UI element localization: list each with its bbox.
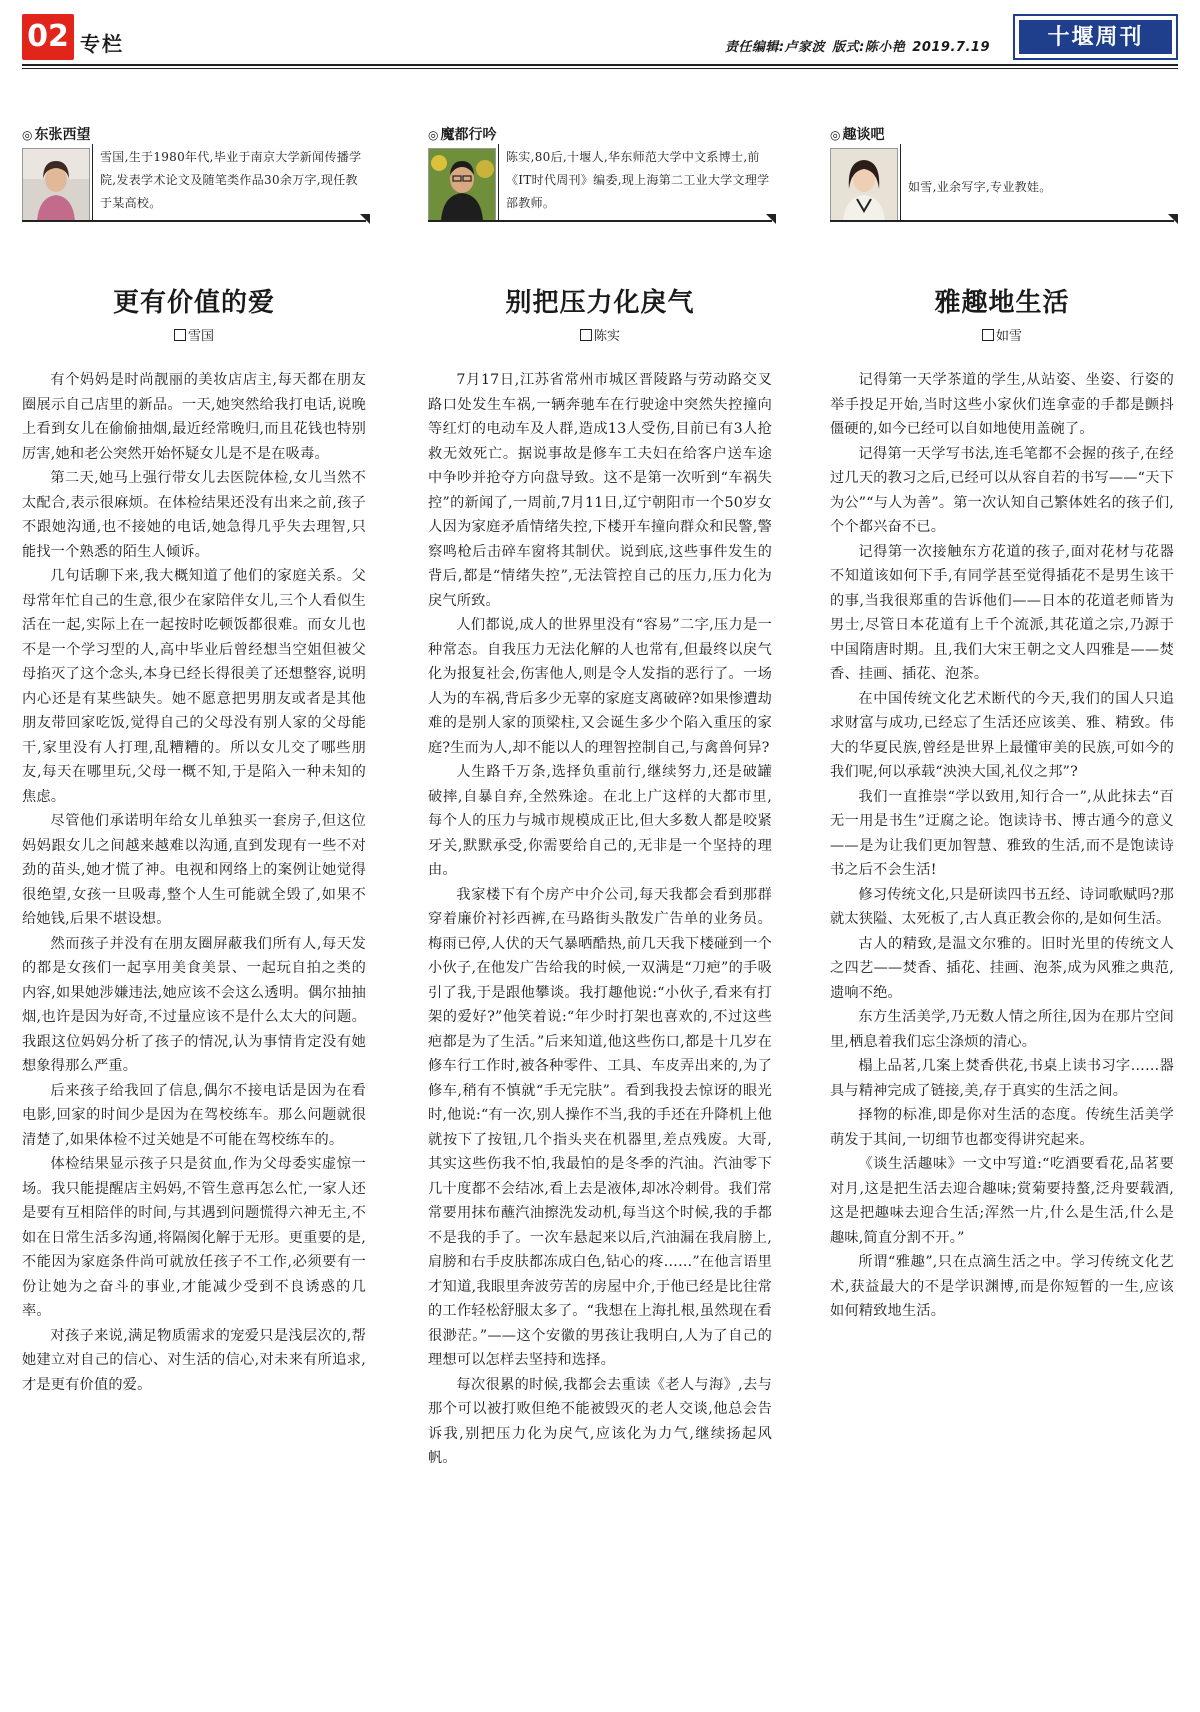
- header-divider-thin: [22, 68, 1178, 69]
- paragraph: 每次很累的时候,我都会去重读《老人与海》,去与那个可以被打败但绝不能被毁灭的老人交谈,他总会告诉我,别把压力化为戾气,应该化为力气,继续扬起风帆。: [428, 1376, 772, 1466]
- author-box: [428, 120, 772, 250]
- paragraph: 记得第一天学写书法,连毛笔都不会握的孩子,在经过几天的教习之后,已经可以从容自若的书写——“天下为公”“与人为善”。第一次认知自己繁体姓名的孩子们,个个都兴奋不已。: [830, 445, 1174, 535]
- paragraph: 人生路千万条,选择负重前行,继续努力,还是破罐破摔,自暴自弃,全然殊途。在北上广这样的大都市里,每个人的压力与城市规模成正比,但大多数人都是咬紧牙关,默默承受,你需要给自己的,无非是一个坚持的理由。: [428, 764, 772, 878]
- paragraph: 7月17日,江苏省常州市城区晋陵路与劳动路交叉路口处发生车祸,一辆奔驰车在行驶途中突然失控撞向等红灯的电动车及人群,造成13人受伤,目前已有3人抢救无效死亡。据说事故是修车工夫妇在给客户送车途中争吵并抢夺方向盘导致。这不是第一次听到“车祸失控”的新闻了,一周前,7月11日,辽宁朝阳市一个50岁女人因为家庭矛盾情绪失控,下楼开车撞向群众和民警,警察鸣枪后击碎车窗将其制伏。说到底,这些事件发生的背后,都是“情绪失控”,无法管控自己的压力,压力化为戾气所致。: [428, 372, 772, 609]
- bio-divider: [22, 220, 366, 222]
- paragraph: 东方生活美学,乃无数人情之所往,因为在那片空间里,栖息着我们忘尘涤烦的清心。: [830, 1009, 1174, 1050]
- paragraph: 第二天,她马上强行带女儿去医院体检,女儿当然不太配合,表示很麻烦。在体检结果还没有出来之前,孩子不跟她沟通,也不接她的电话,她急得几乎失去理智,只能找一个熟悉的陌生人倾诉。: [22, 470, 366, 560]
- header-divider: [22, 64, 1178, 66]
- column-name: ◎ 趣谈吧: [830, 127, 885, 143]
- paragraph: 有个妈妈是时尚靓丽的美妆店店主,每天都在朋友圈展示自己店里的新品。一天,她突然给我打电话,说晚上看到女儿在偷偷抽烟,最近经常晚归,而且花钱也特别厉害,她和老公突然开始怀疑女儿是不是在吸毒。: [22, 372, 366, 462]
- paragraph: 榻上品茗,几案上焚香供花,书桌上读书习字……器具与精神完成了链接,美,存于真实的生活之间。: [830, 1058, 1174, 1099]
- paragraph: 记得第一天学茶道的学生,从站姿、坐姿、行姿的举手投足开始,当时这些小家伙们连拿壶的手都是颤抖僵硬的,如今已经可以自如地使用盖碗了。: [830, 372, 1174, 437]
- paragraph: 《谈生活趣味》一文中写道:“吃酒要看花,品茗要对月,这是把生活去迎合趣味;赏菊要持螯,泛舟要载酒,这是把趣味去迎合生活;浑然一片,什么是生活,什么是趣味,简直分割不开。”: [830, 1156, 1174, 1246]
- layout-credit: 版式:陈小艳: [832, 40, 906, 55]
- column-article: [428, 120, 772, 1471]
- author-photo: [428, 148, 496, 222]
- column-name-marker-icon: ◎: [428, 128, 439, 142]
- bio-divider-vertical: [92, 144, 93, 222]
- paragraph: 我们一直推崇“学以致用,知行合一”,从此抹去“百无一用是书生”迂腐之论。饱读诗书、博古通今的意义——是为让我们更加智慧、雅致的生活,而不是饱读诗书之后不会生活!: [830, 788, 1174, 878]
- author-photo: [22, 148, 90, 222]
- bio-corner-mark: [360, 214, 370, 224]
- author-box: [830, 120, 1174, 250]
- column-article: [22, 120, 366, 1397]
- paragraph: 择物的标准,即是你对生活的态度。传统生活美学萌发于其间,一切细节也都变得讲究起来。: [830, 1107, 1174, 1148]
- column-name: ◎ 东张西望: [22, 127, 91, 143]
- author-photo-image: [831, 149, 897, 221]
- bio-corner-mark: [1168, 214, 1178, 224]
- bio-divider-vertical: [498, 144, 499, 222]
- column-name: ◎ 魔都行吟: [428, 127, 497, 143]
- masthead-text: 十堰周刊: [1019, 20, 1172, 54]
- author-bio: 陈实,80后,十堰人,华东师范大学中文系博士,前《IT时代周刊》编委,现上海第二工业大学文理学部教师。: [506, 150, 770, 210]
- paragraph: 古人的精致,是温文尔雅的。旧时光里的传统文人之四艺——焚香、插花、挂画、泡茶,成为风雅之典范,遗响不绝。: [830, 935, 1174, 1001]
- author-photo-image: [23, 149, 89, 221]
- paragraph: 几句话聊下来,我大概知道了他们的家庭关系。父母常年忙自己的生意,很少在家陪伴女儿,三个人看似生活在一起,实际上在一起按时吃顿饭都很难。而女儿也不是一个学习型的人,高中毕业后曾经想当空姐但被父母掐灭了这个念头,本身已经长得很美了还想整容,说明内心还是有某些缺失。她不愿意把男朋友或者是其他朋友带回家吃饭,觉得自己的父母没有别人家的父母能干,家里没有人打理,乱糟糟的。所以女儿交了哪些朋友,每天在哪里玩,父母一概不知,于是陷入一种未知的焦虑。: [22, 568, 366, 805]
- author-photo-image: [429, 149, 495, 221]
- paragraph: 我家楼下有个房产中介公司,每天我都会看到那群穿着廉价衬衫西裤,在马路街头散发广告单的业务员。梅雨已停,人伏的天气暴晒酷热,前几天我下楼碰到一个小伙子,在他发广告给我的时候,一双满是“刀疤”的手吸引了我,于是跟他攀谈。我打趣他说:“小伙子,看来有打架的爱好?”他笑着说:“年少时打架也喜欢的,不过这些疤都是为了生活。”后来知道,他这些伤口,都是十几岁在修车行工作时,被各种零件、工具、车皮弄出来的,为了修车,稍有不慎就“手无完肤”。看到我投去惊讶的眼光时,他说:“有一次,别人操作不当,我的手还在升降机上他就按下了按钮,几个指头夹在机器里,差点残废。大哥,其实这些伤我不怕,我最怕的是冬季的汽油。汽油零下几十度都不会结冰,看上去是液体,却冰冷刺骨。我们常常要用抹布蘸汽油擦洗发动机,每当这个时候,我的手都不是我的手了。一次车悬起来以后,汽油漏在我肩膀上,肩膀和右手皮肤都冻成白色,钻心的疼……”在他言语里才知道,我眼里奔波劳苦的房屋中介,于他已经是比往常的工作轻松舒服太多了。“我想在上海扎根,虽然现在看很渺茫。”——这个安徽的男孩让我明白,人为了自己的理想可以怎样去坚持和选择。: [428, 886, 772, 1368]
- author-bio: 如雪,业余写字,专业教娃。: [908, 180, 1052, 194]
- bio-divider: [830, 220, 1174, 222]
- column-article: [830, 120, 1174, 1324]
- article-body: [830, 368, 1174, 1324]
- issue-date: 2019.7.19: [912, 40, 990, 55]
- paragraph: 所谓“雅趣”,只在点滴生活之中。学习传统文化艺术,获益最大的不是学识渊博,而是你短暂的一生,应该如何精致地生活。: [830, 1254, 1174, 1319]
- article-title: 更有价值的爱: [112, 288, 275, 318]
- paragraph: 对孩子来说,满足物质需求的宠爱只是浅层次的,帮她建立对自己的信心、对生活的信心,对未来有所追求,才是更有价值的爱。: [22, 1327, 366, 1393]
- byline: 雪国: [22, 325, 366, 344]
- byline: 陈实: [428, 325, 772, 344]
- paragraph: 然而孩子并没有在朋友圈屏蔽我们所有人,每天发的都是女孩们一起享用美食美景、一起玩自拍之类的内容,如果她涉嫌违法,她应该不会这么透明。偶尔抽抽烟,也许是因为好奇,不过量应该不是什么太大的问题。我跟这位妈妈分析了孩子的情况,认为事情肯定没有她想象得那么严重。: [22, 935, 366, 1074]
- paragraph: 记得第一次接触东方花道的孩子,面对花材与花器不知道该如何下手,有同学甚至觉得插花不是男生该干的事,当我很郑重的告诉他们——日本的花道老师皆为男士,尽管日本花道有上千个流派,其花道之宗,乃源于中国隋唐时期。且,我们大宋王朝之文人四雅是——焚香、挂画、插花、泡茶。: [830, 543, 1174, 682]
- column-name-marker-icon: ◎: [22, 128, 33, 142]
- section-title: 专栏: [80, 32, 124, 56]
- editor-credit: 责任编辑:卢家波: [724, 40, 826, 55]
- paragraph: 修习传统文化,只是研读四书五经、诗词歌赋吗?那就太狭隘、太死板了,古人真正教会你的,是如何生活。: [830, 886, 1174, 927]
- paragraph: 在中国传统文化艺术断代的今天,我们的国人只追求财富与成功,已经忘了生活还应该美、雅、精致。伟大的华夏民族,曾经是世界上最懂审美的民族,可如今的我们呢,何以承载“泱泱大国,礼仪之邦”?: [830, 690, 1174, 780]
- paragraph: 尽管他们承诺明年给女儿单独买一套房子,但这位妈妈跟女儿之间越来越难以沟通,直到发现有一些不对劲的苗头,她才慌了神。电视和网络上的案例让她觉得很绝望,女孩一旦吸毒,整个人生可能就全毁了,如果不给她钱,后果不堪设想。: [22, 813, 366, 927]
- article-body: [428, 368, 772, 1471]
- byline-box-icon: [174, 329, 186, 341]
- column-name-marker-icon: ◎: [830, 128, 841, 142]
- article-body: [22, 368, 366, 1397]
- masthead-logo: [1013, 14, 1178, 60]
- byline: 如雪: [830, 325, 1174, 344]
- author-bio: 雪国,生于1980年代,毕业于南京大学新闻传播学院,发表学术论文及随笔类作品30余万字,现任教于某高校。: [100, 150, 362, 210]
- article-title: 雅趣地生活: [934, 288, 1070, 318]
- credits-line: [723, 36, 990, 55]
- bio-corner-mark: [766, 214, 776, 224]
- byline-box-icon: [580, 329, 592, 341]
- article-title: 别把压力化戾气: [505, 288, 695, 318]
- paragraph: 人们都说,成人的世界里没有“容易”二字,压力是一种常态。自我压力无法化解的人也常有,但最终以戾气化为报复社会,伤害他人,则是令人发指的恶行了。一场人为的车祸,背后多少无辜的家庭支离破碎?如果惨遭劫难的是别人家的顶梁柱,又会诞生多少个陷入重压的家庭?生而为人,却不能以人的理智控制自己,与禽兽何异?: [428, 617, 772, 756]
- paragraph: 后来孩子给我回了信息,偶尔不接电话是因为在看电影,回家的时间少是因为在驾校练车。那么问题就很清楚了,如果体检不过关她是不可能在驾校练车的。: [22, 1082, 366, 1148]
- author-photo: [830, 148, 898, 222]
- author-box: [22, 120, 366, 250]
- bio-divider: [428, 220, 772, 222]
- page-number: 02: [22, 14, 74, 60]
- bio-divider-vertical: [900, 144, 901, 222]
- paragraph: 体检结果显示孩子只是贫血,作为父母委实虚惊一场。我只能提醒店主妈妈,不管生意再怎么忙,一家人还是要有互相陪伴的时间,与其遇到问题慌得六神无主,不如在日常生活多沟通,将隔阂化解于无形。更重要的是,不能因为家庭条件尚可就放任孩子不工作,必须要有一份让她为之奋斗的事业,才能减少受到不良诱惑的几率。: [22, 1156, 366, 1319]
- byline-box-icon: [982, 329, 994, 341]
